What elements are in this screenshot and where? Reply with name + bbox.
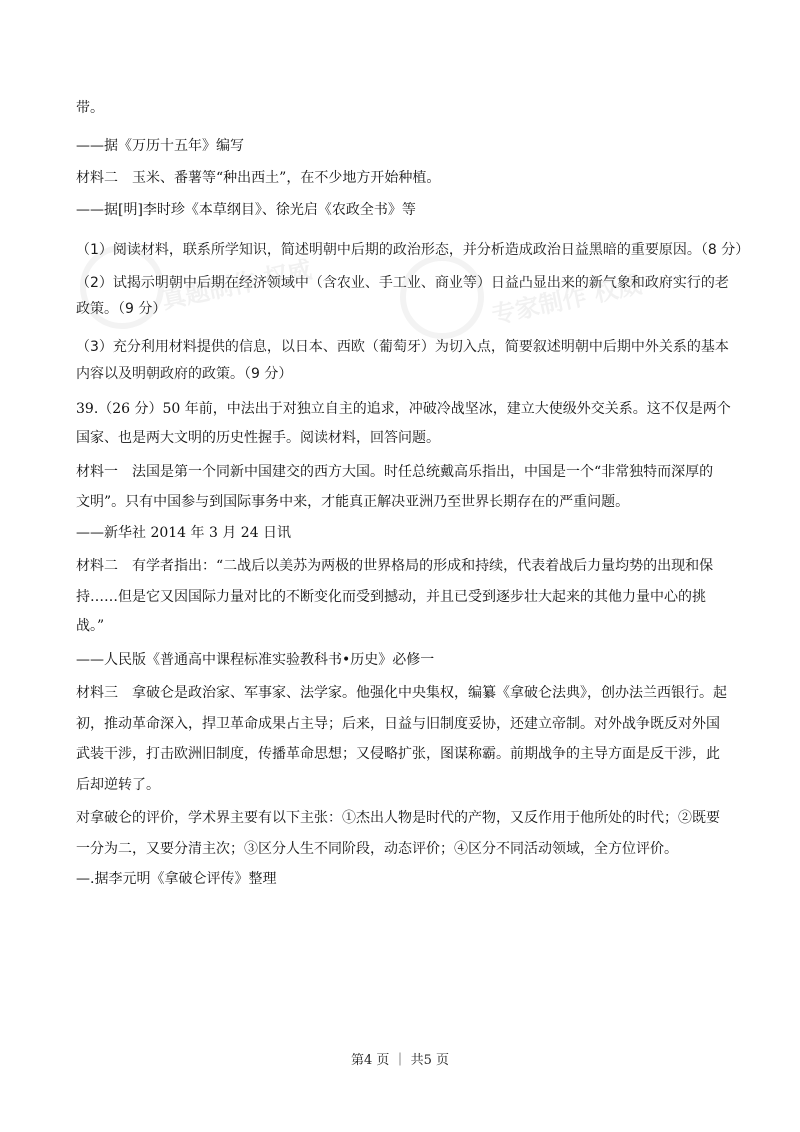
text-line: 国家、也是两大文明的历史性握手。阅读材料，回答问题。 xyxy=(76,430,440,446)
watermark-logo-circle xyxy=(400,255,484,339)
source-line: —.据李元明《拿破仑评传》整理 xyxy=(76,871,277,887)
question-2-cont: 政策。（9 分） xyxy=(76,301,167,317)
text-line: 对拿破仑的评价，学术界主要有以下主张：①杰出人物是时代的产物，又反作用于他所处的时代；②既要 xyxy=(76,810,720,826)
text-line: 材料一 法国是第一个同新中国建交的西方大国。时任总统戴高乐指出，中国是一个“非常独特而深厚的 xyxy=(76,464,714,480)
source-line: ——据《万历十五年》编写 xyxy=(76,138,244,154)
source-line: ——人民版《普通高中课程标准实验教科书•历史》必修一 xyxy=(76,652,435,668)
question-39-heading: 39.（26 分）50 年前，中法出于对独立自主的追求，冲破冷战坚冰，建立大使级外交关系。这不仅是两个 xyxy=(76,401,731,417)
question-1: （1）阅读材料，联系所学知识，简述明朝中后期的政治形态，并分析造成政治日益黑暗的重要原因。（8 分） xyxy=(76,242,750,258)
page-footer: 第4 页 ｜ 共5 页 xyxy=(350,1053,450,1068)
source-line: ——据[明]李时珍《本草纲目》、徐光启《农政全书》等 xyxy=(76,202,416,218)
text-line: 一分为二，又要分清主次；③区分人生不同阶段，动态评价；④区分不同活动领域，全方位评价。 xyxy=(76,841,678,857)
question-3-cont: 内容以及明朝政府的政策。（9 分） xyxy=(76,366,293,382)
text-line: 材料三 拿破仑是政治家、军事家、法学家。他强化中央集权，编纂《拿破仑法典》，创办法兰西银行。起 xyxy=(76,685,727,701)
text-line: 文明”。只有中国参与到国际事务中来，才能真正解决亚洲乃至世界长期存在的严重问题。 xyxy=(76,494,630,510)
text-line: 材料二 玉米、番薯等“种出西土”，在不少地方开始种植。 xyxy=(76,170,441,186)
text-line: 材料二 有学者指出：“二战后以美苏为两极的世界格局的形成和持续，代表着战后力量均势的出现和保 xyxy=(76,558,714,574)
text-line: 武装干涉，打击欧洲旧制度，传播革命思想；又侵略扩张，图谋称霸。前期战争的主导方面是反干涉，此 xyxy=(76,746,720,762)
watermark-text: 专家制作 权威 xyxy=(489,270,645,330)
text-line: 带。 xyxy=(76,100,104,116)
question-3: （3）充分利用材料提供的信息，以日本、西欧（葡萄牙）为切入点，简要叙述明朝中后期中外关系的基本 xyxy=(76,339,729,355)
text-line: 后却逆转了。 xyxy=(76,777,160,793)
text-line: 战。” xyxy=(76,618,105,634)
source-line: ——新华社 2014 年 3 月 24 日讯 xyxy=(76,525,292,541)
text-line: 持……但是它又因国际力量对比的不断变化而受到撼动，并且已受到逐步壮大起来的其他力量中心的挑 xyxy=(76,589,706,605)
question-2: （2）试揭示明朝中后期在经济领域中（含农业、手工业、商业等）日益凸显出来的新气象和政府实行的老 xyxy=(76,275,729,291)
text-line: 初，推动革命深入，捍卫革命成果占主导；后来，日益与旧制度妥协，还建立帝制。对外战争既反对外国 xyxy=(76,716,720,732)
watermark-text: 真题制作 权威 xyxy=(159,255,315,315)
